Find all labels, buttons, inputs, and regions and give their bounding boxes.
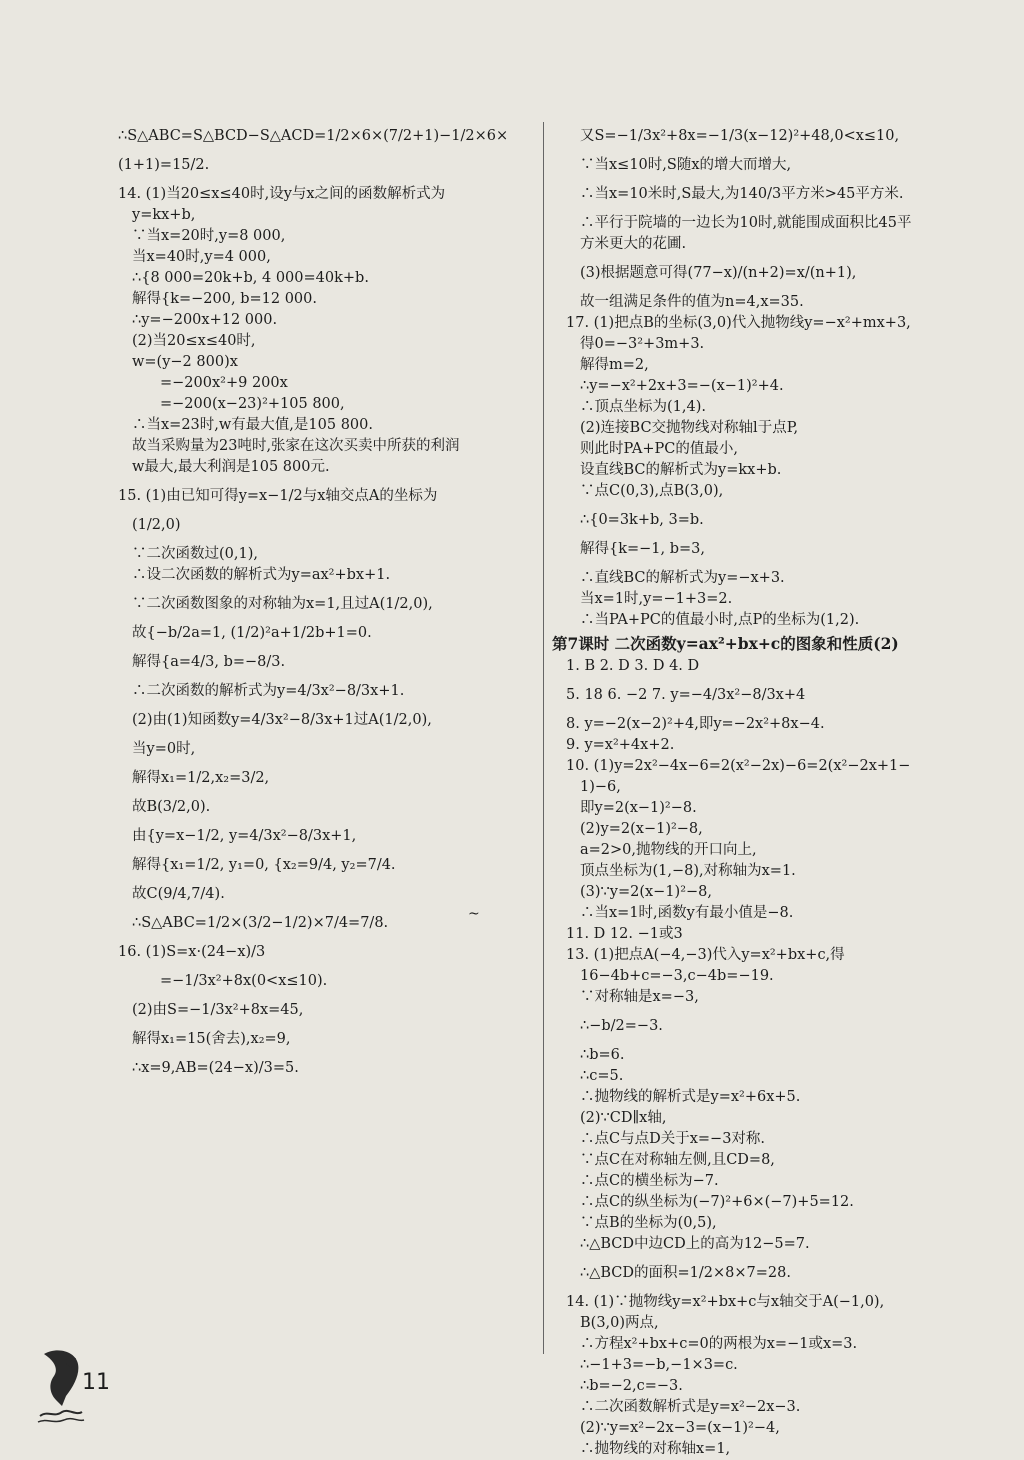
answer-line: (2)∵CD∥x轴, [580,1110,667,1126]
answer-line: ∴二次函数解析式是y=x²−2x−3. [580,1399,801,1415]
answer-line: ∵当x≤10时,S随x的增大而增大, [580,157,792,173]
answer-line: ∵二次函数图象的对称轴为x=1,且过A(1/2,0), [132,596,433,612]
answer-line: 故C(9/4,7/4). [132,886,225,902]
answer-line: =−200(x−23)²+105 800, [160,396,345,412]
answer-line: 由{y=x−1/2, y=4/3x²−8/3x+1, [132,828,357,844]
answer-line: ∴△BCD的面积=1/2×8×7=28. [580,1265,791,1281]
answer-line: ∴当x=10米时,S最大,为140/3平方米>45平方米. [580,186,904,202]
answer-line: 16−4b+c=−3,c−4b=−19. [580,968,774,984]
answer-line: 解得x₁=1/2,x₂=3/2, [132,770,270,786]
answer-line: ∴方程x²+bx+c=0的两根为x=−1或x=3. [580,1336,858,1352]
answer-line: ∴x=9,AB=(24−x)/3=5. [132,1060,299,1076]
answer-line: (2)∵y=x²−2x−3=(x−1)²−4, [580,1420,780,1436]
answer-line: ∴平行于院墙的一边长为10时,就能围成面积比45平 [580,215,912,231]
answer-line: 第7课时 二次函数y=ax²+bx+c的图象和性质(2) [552,634,899,653]
answer-line: (2)由(1)知函数y=4/3x²−8/3x+1过A(1/2,0), [132,712,432,728]
answer-line: 14. (1)当20≤x≤40时,设y与x之间的函数解析式为 [118,186,446,202]
answer-line: 当x=40时,y=4 000, [132,249,271,265]
answer-line: ∴二次函数的解析式为y=4/3x²−8/3x+1. [132,683,405,699]
answer-line: (3)∵y=2(x−1)²−8, [580,884,712,900]
answer-line: 当y=0时, [132,741,196,757]
answer-line: 即y=2(x−1)²−8. [580,800,697,816]
answer-line: 解得x₁=15(舍去),x₂=9, [132,1031,291,1047]
answer-line: (1+1)=15/2. [118,157,210,173]
answer-line: ∴设二次函数的解析式为y=ax²+bx+1. [132,567,391,583]
answer-line: 5. 18 6. −2 7. y=−4/3x²−8/3x+4 [566,687,806,703]
answer-line: ∴当x=1时,函数y有最小值是−8. [580,905,794,921]
answer-line: 解得{k=−200, b=12 000. [132,291,317,307]
answer-line: ∵点C在对称轴左侧,且CD=8, [580,1152,775,1168]
dolphin-icon [36,1344,86,1424]
answer-line: w最大,最大利润是105 800元. [132,459,330,475]
answer-line: ∴△BCD中边CD上的高为12−5=7. [580,1236,810,1252]
answer-line: 设直线BC的解析式为y=kx+b. [580,462,782,478]
answer-line: B(3,0)两点, [580,1315,659,1331]
answer-line: ∴抛物线的对称轴x=1, [580,1441,731,1457]
answer-line: 9. y=x²+4x+2. [566,737,675,753]
right-answer-column [552,118,986,1460]
stray-mark: ~ [468,906,480,922]
answer-line: ∴b=−2,c=−3. [580,1378,683,1394]
answer-line: 故B(3/2,0). [132,799,211,815]
answer-line: 得0=−3²+3m+3. [580,336,705,352]
answer-line: (1/2,0) [132,517,181,533]
answer-line: ∴−b/2=−3. [580,1018,663,1034]
answer-line: 故一组满足条件的值为n=4,x=35. [580,294,804,310]
answer-line: 11. D 12. −1或3 [566,926,683,942]
answer-line: (2)由S=−1/3x²+8x=45, [132,1002,304,1018]
answer-line: ∴S△ABC=1/2×(3/2−1/2)×7/4=7/8. [132,915,389,931]
answer-line: =−1/3x²+8x(0<x≤10). [160,973,328,989]
answer-line: 16. (1)S=x·(24−x)/3 [118,944,266,960]
answer-line: ∴点C的横坐标为−7. [580,1173,719,1189]
left-answer-column [118,118,538,1087]
answer-line: =−200x²+9 200x [160,375,288,391]
answer-line: 解得{x₁=1/2, y₁=0, {x₂=9/4, y₂=7/4. [132,857,396,873]
answer-line: 17. (1)把点B的坐标(3,0)代入抛物线y=−x²+mx+3, [566,315,911,331]
answer-line: (3)根据题意可得(77−x)/(n+2)=x/(n+1), [580,265,857,281]
answer-line: 又S=−1/3x²+8x=−1/3(x−12)²+48,0<x≤10, [580,128,900,144]
answer-line: ∴c=5. [580,1068,624,1084]
answer-line: 1)−6, [580,779,621,795]
answer-line: ∵点B的坐标为(0,5), [580,1215,717,1231]
answer-line: 故当采购量为23吨时,张家在这次买卖中所获的利润 [132,438,460,454]
answer-line: (2)当20≤x≤40时, [132,333,256,349]
column-divider [543,122,544,1354]
answer-line: ∴点C的纵坐标为(−7)²+6×(−7)+5=12. [580,1194,854,1210]
answer-line: 13. (1)把点A(−4,−3)代入y=x²+bx+c,得 [566,947,845,963]
answer-line: ∴y=−200x+12 000. [132,312,278,328]
answer-line: ∵当x=20时,y=8 000, [132,228,286,244]
answer-line: ∴{0=3k+b, 3=b. [580,512,704,528]
answer-line: ∴S△ABC=S△BCD−S△ACD=1/2×6×(7/2+1)−1/2×6× [118,128,509,144]
answer-line: 解得{k=−1, b=3, [580,541,706,557]
answer-line: w=(y−2 800)x [132,354,238,370]
answer-line: ∴−1+3=−b,−1×3=c. [580,1357,738,1373]
answer-line: 解得m=2, [580,357,649,373]
answer-line: ∴抛物线的解析式是y=x²+6x+5. [580,1089,801,1105]
answer-line: 则此时PA+PC的值最小, [580,441,739,457]
answer-line: 15. (1)由已知可得y=x−1/2与x轴交点A的坐标为 [118,488,438,504]
answer-line: ∴b=6. [580,1047,625,1063]
answer-line: ∴当PA+PC的值最小时,点P的坐标为(1,2). [580,612,860,628]
answer-line: y=kx+b, [132,207,196,223]
answer-line: ∵点C(0,3),点B(3,0), [580,483,724,499]
answer-line: ∴直线BC的解析式为y=−x+3. [580,570,785,586]
answer-line: ∴点C与点D关于x=−3对称. [580,1131,766,1147]
answer-line: 顶点坐标为(1,−8),对称轴为x=1. [580,863,796,879]
answer-line: 1. B 2. D 3. D 4. D [566,658,700,674]
answer-line: ∴{8 000=20k+b, 4 000=40k+b. [132,270,369,286]
answer-line: 当x=1时,y=−1+3=2. [580,591,733,607]
answer-line: (2)连接BC交抛物线对称轴l于点P, [580,420,799,436]
answer-line: 方米更大的花圃. [580,236,687,252]
answer-line: ∵二次函数过(0,1), [132,546,258,562]
answer-line: 故{−b/2a=1, (1/2)²a+1/2b+1=0. [132,625,372,641]
answer-line: ∴y=−x²+2x+3=−(x−1)²+4. [580,378,784,394]
answer-line: ∵对称轴是x=−3, [580,989,699,1005]
answer-line: 解得{a=4/3, b=−8/3. [132,654,286,670]
answer-line: 14. (1)∵抛物线y=x²+bx+c与x轴交于A(−1,0), [566,1294,885,1310]
answer-line: ∴当x=23时,w有最大值,是105 800. [132,417,373,433]
answer-line: 8. y=−2(x−2)²+4,即y=−2x²+8x−4. [566,716,825,732]
answer-line: 10. (1)y=2x²−4x−6=2(x²−2x)−6=2(x²−2x+1− [566,758,911,774]
answer-line: (2)y=2(x−1)²−8, [580,821,703,837]
page-number: 11 [82,1370,110,1395]
answer-line: a=2>0,抛物线的开口向上, [580,842,757,858]
answer-line: ∴顶点坐标为(1,4). [580,399,706,415]
